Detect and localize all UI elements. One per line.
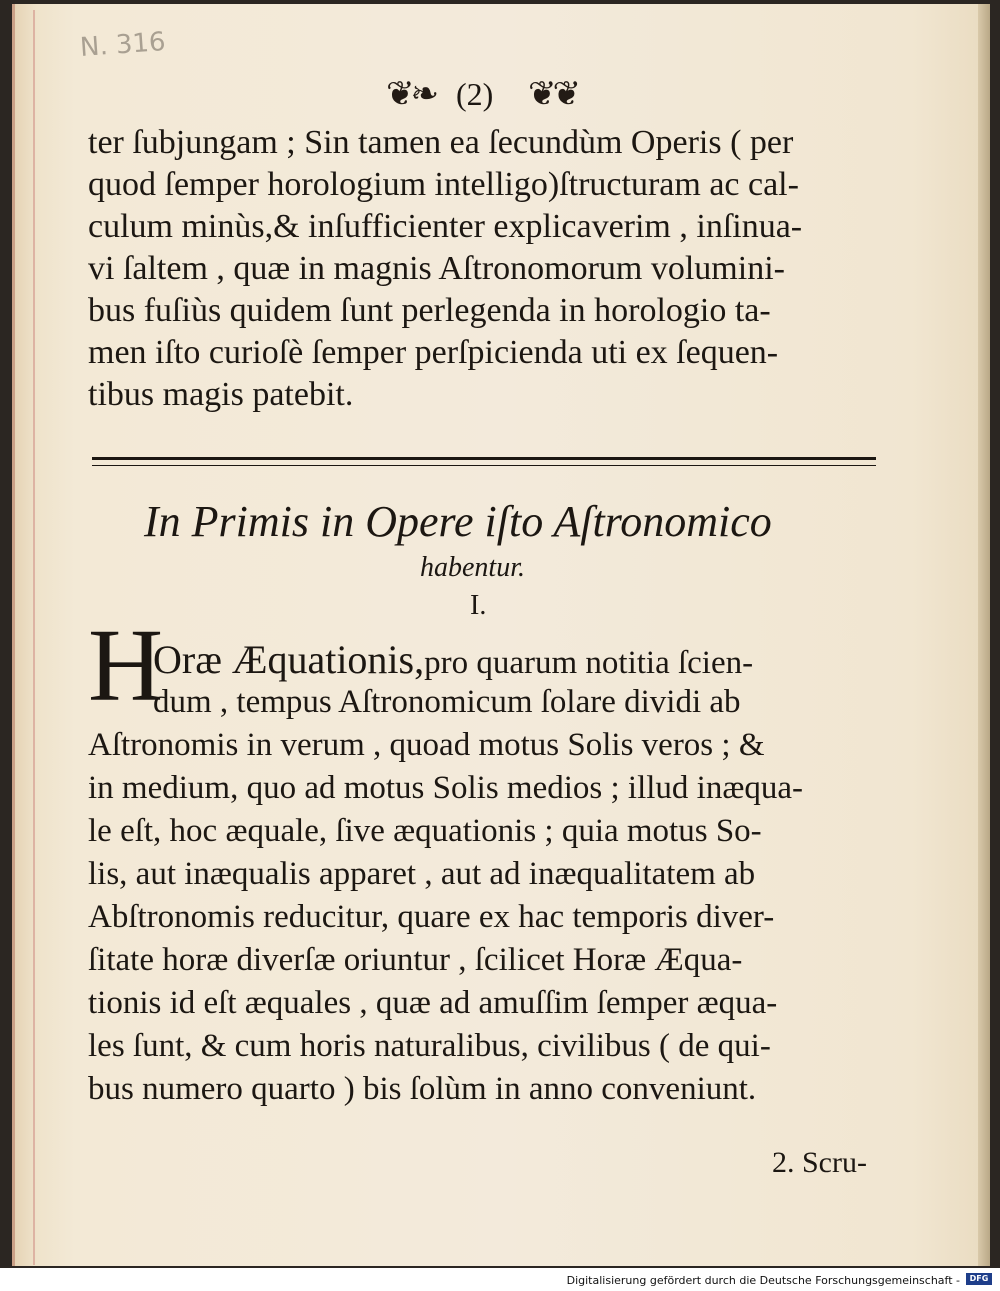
item-number: I. xyxy=(470,590,487,621)
text-line: bus fuſiùs quidem ſunt perlegenda in horologio ta- xyxy=(88,292,771,329)
section-divider-rule xyxy=(92,457,876,466)
text-line: les ſunt, & cum horis naturalibus, civilibus ( de qui- xyxy=(88,1028,771,1064)
shelfmark-annotation: N. 316 xyxy=(79,27,167,63)
text-line-rest: pro quarum notitia ſcien- xyxy=(424,645,754,681)
dfg-logo-icon: DFG xyxy=(966,1273,992,1285)
section-title: In Primis in Opere iſto Aſtronomico xyxy=(144,497,772,546)
text-line: vi ſaltem , quæ in magnis Aſtronomorum volumini- xyxy=(88,250,785,287)
text-line: dum , tempus Aſtronomicum ſolare dividi ab xyxy=(153,684,741,720)
text-line: in medium, quo ad motus Solis medios ; illud inæqua- xyxy=(88,770,803,806)
printers-ornament-right-icon: ❦❦ xyxy=(528,74,577,114)
page-number: (2) xyxy=(456,76,494,112)
page-right-edge xyxy=(978,4,990,1266)
text-line: Aſtronomis in verum , quoad motus Solis veros ; & xyxy=(88,727,765,763)
text-line: quod ſemper horologium intelligo)ſtructuram ac cal- xyxy=(88,166,799,203)
funding-credit: Digitalisierung gefördert durch die Deutsche Forschungsgemeinschaft - xyxy=(566,1274,960,1287)
lead-in-emphasis: Oræ Æquationis, xyxy=(153,637,425,682)
text-line: tibus magis patebit. xyxy=(88,376,354,413)
text-line: tionis id eſt æquales , quæ ad amuſſim ſemper æqua- xyxy=(88,985,778,1021)
text-line: ſitate horæ diverſæ oriuntur , ſcilicet Horæ Æqua- xyxy=(88,942,743,978)
page-header xyxy=(386,74,586,122)
page-gutter-line xyxy=(33,10,35,1265)
text-line: men iſto curioſè ſemper perſpicienda uti ex ſequen- xyxy=(88,334,779,371)
catchword: 2. Scru- xyxy=(772,1146,867,1179)
text-line: le eſt, hoc æquale, ſive æquationis ; quia motus So- xyxy=(88,813,762,849)
text-line: bus numero quarto ) bis ſolùm in anno conveniunt. xyxy=(88,1071,757,1107)
text-line: ter ſubjungam ; Sin tamen ea ſecundùm Operis ( per xyxy=(88,124,794,161)
drop-cap: H xyxy=(88,608,164,723)
printers-ornament-left-icon: ❦❧ xyxy=(386,74,435,114)
text-line: culum minùs,& inſufficienter explicaverim , inſinua- xyxy=(88,208,803,245)
section-title-continued: habentur. xyxy=(420,552,525,583)
lead-in-text xyxy=(153,636,753,683)
text-line: lis, aut inæqualis apparet , aut ad inæqualitatem ab xyxy=(88,856,756,892)
text-line: Abſtronomis reducitur, quare ex hac temporis diver- xyxy=(88,899,775,935)
